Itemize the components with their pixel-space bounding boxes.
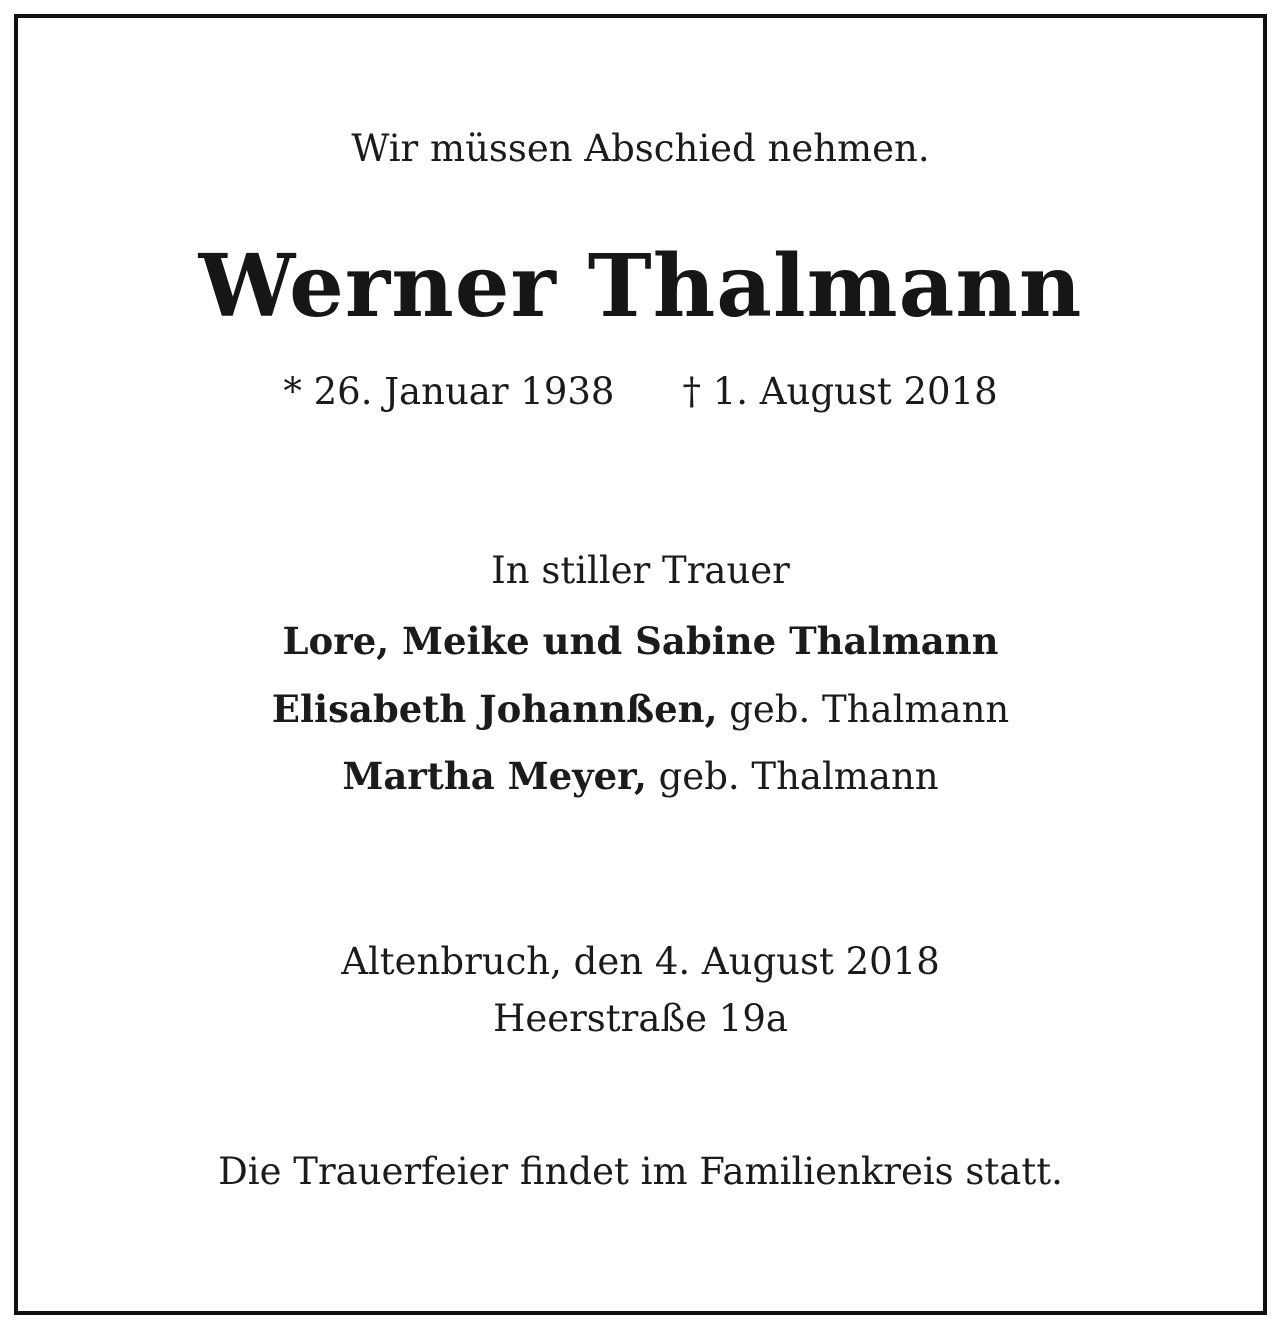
address: Heerstraße 19a [493,997,788,1040]
birth-date: * 26. Januar 1938 [283,370,615,413]
mourner-name: Martha Meyer, [342,754,647,798]
death-date: † 1. August 2018 [682,370,998,413]
life-dates [18,370,1263,413]
deceased-name: Werner Thalmann [198,236,1083,337]
mourner-name: Elisabeth Johannßen, [271,687,718,731]
place-date: Altenbruch, den 4. August 2018 [341,940,940,983]
intro-text: Wir müssen Abschied nehmen. [351,127,930,170]
mourner-note: geb. Thalmann [646,755,939,798]
ceremony-notice: Die Trauerfeier findet im Familienkreis statt. [218,1150,1063,1193]
mourning-phrase: In stiller Trauer [491,549,790,592]
obituary-frame [14,14,1267,1315]
mourner-name: Lore, Meike und Sabine Thalmann [282,619,999,663]
mourner-line [18,687,1263,731]
mourner-line [18,619,1263,663]
mourner-note: geb. Thalmann [717,688,1010,731]
mourner-line [18,754,1263,798]
